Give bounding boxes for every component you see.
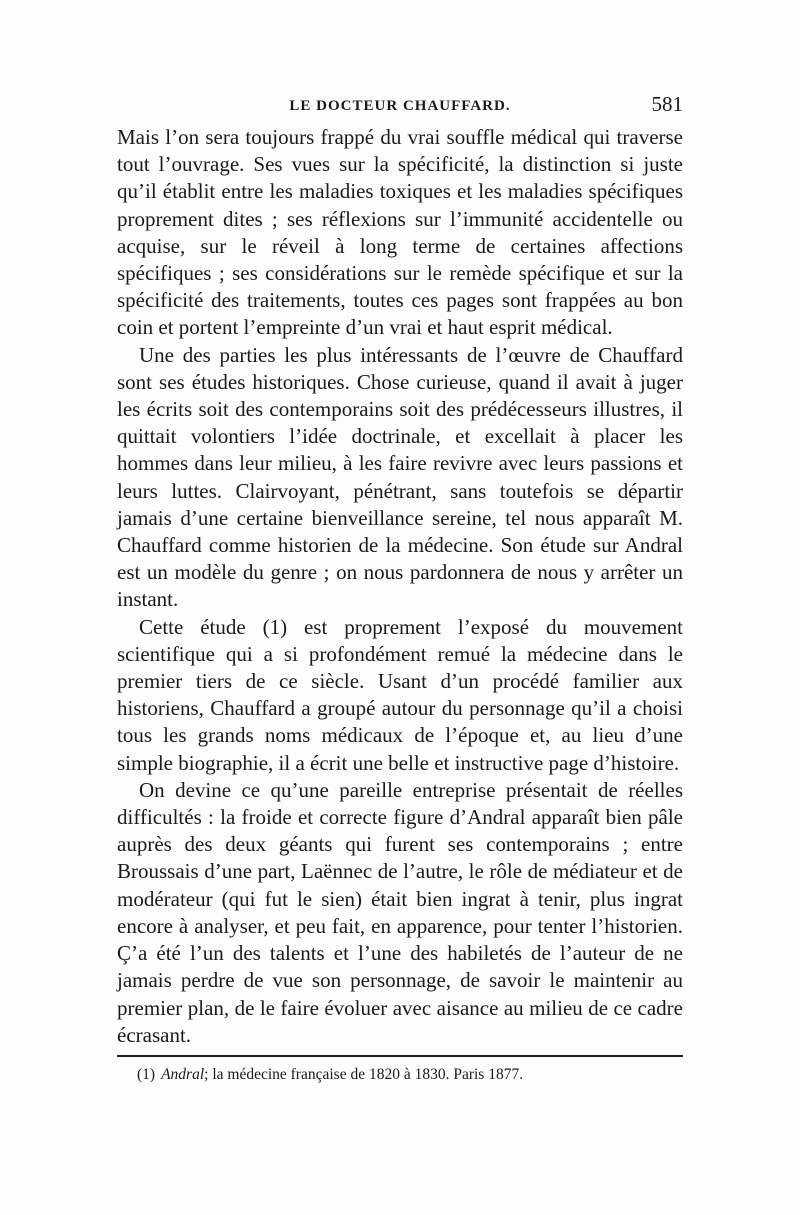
page-number: 581 xyxy=(651,92,683,116)
body-text xyxy=(117,124,683,1049)
paragraph-1: Mais l’on sera toujours frappé du vrai souffle médical qui traverse tout l’ouvrage. Ses vues sur la spécificité, la distinction si juste qu’il établit entre les maladies toxiques et les maladies spécifiques proprement dites ; ses réflexions sur l’immunité accidentelle ou acquise, sur le réveil à long terme de certaines affections spécifiques ; ses considérations sur le remède spécifique et sur la spécificité des traitements, toutes ces pages sont frappées au bon coin et portent l’empreinte d’un vrai et haut esprit médical. xyxy=(117,125,683,340)
footnote xyxy=(137,1065,683,1085)
footnote-title: Andral xyxy=(161,1065,205,1083)
paragraph-4: On devine ce qu’une pareille entreprise présentait de réelles difficultés : la froide et correcte figure d’Andral apparaît bien pâle auprès des deux géants qui furent ses contemporains ; entre Broussais d’une part, Laënnec de l’autre, le rôle de médiateur et de modérateur (qui fut le sien) était bien ingrat à tenir, plus ingrat encore à analyser, et peu fait, en apparence, pour tenter l’historien. Ç’a été l’un des talents et l’une des habiletés de l’auteur de ne jamais perdre de vue son personnage, de savoir le maintenir au premier plan, de le faire évoluer avec aisance au milieu de ce cadre écrasant. xyxy=(117,777,683,1047)
book-page xyxy=(117,92,683,1085)
paragraph-2: Une des parties les plus intéressants de l’œuvre de Chauffard sont ses études historiques. Chose curieuse, quand il avait à juger les écrits soit des contemporains soit des prédécesseurs illustres, il quittait volontiers l’idée doctrinale, et excellait à placer les hommes dans leur milieu, à les faire revivre avec leurs passions et leurs luttes. Clairvoyant, pénétrant, sans toutefois se départir jamais d’une certaine bienveillance sereine, tel nous apparaît M. Chauffard comme historien de la médecine. Son étude sur Andral est un modèle du genre ; on nous pardonnera de nous y arrêter un instant. xyxy=(117,342,683,612)
running-head xyxy=(117,92,683,122)
running-title: LE DOCTEUR CHAUFFARD. xyxy=(289,98,511,114)
footnote-mark: (1) xyxy=(137,1065,156,1083)
footnote-text: ; la médecine française de 1820 à 1830. Paris 1877. xyxy=(204,1065,524,1083)
footnote-rule xyxy=(117,1055,683,1057)
paragraph-3: Cette étude (1) est proprement l’exposé du mouvement scientifique qui a si profondément remué la médecine dans le premier tiers de ce siècle. Usant d’un procédé familier aux historiens, Chauffard a groupé autour du personnage qu’il a choisi tous les grands noms médicaux de l’époque et, au lieu d’une simple biographie, il a écrit une belle et instructive page d’histoire. xyxy=(117,614,683,775)
